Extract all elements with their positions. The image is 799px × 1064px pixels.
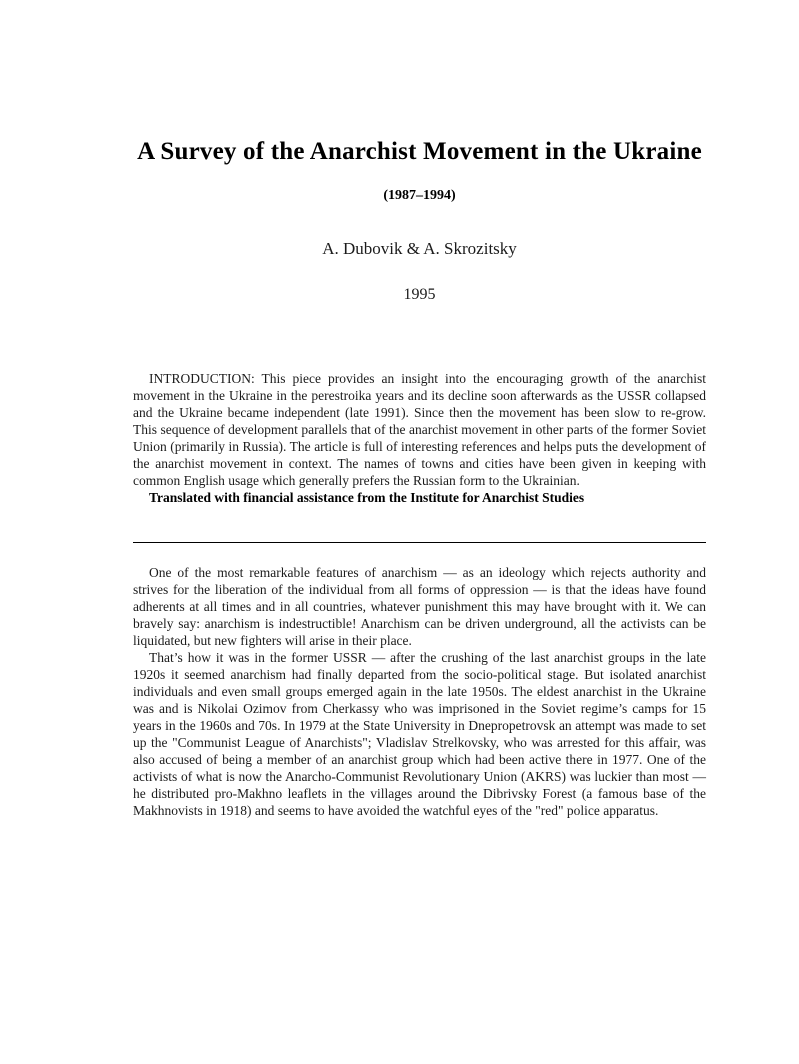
title-date-range: (1987–1994) [383, 188, 456, 203]
introduction-section [133, 370, 706, 506]
authors: A. Dubovik & A. Skrozitsky [322, 239, 517, 258]
body-paragraph: One of the most remarkable features of anarchism — as an ideology which rejects authority and strives for the liberation of the individual from all forms of oppression — is that the ideas have found adherents at all times and in all countries, whatever punishment this may have brought with it. We can bravely say: anarchism is indestructible! Anarchism can be driven underground, all the activists can be liquidated, but new fighters will arise in their place. [133, 565, 706, 648]
body-paragraph: That’s how it was in the former USSR — after the crushing of the last anarchist groups in the late 1920s it seemed anarchism had finally departed from the socio-political stage. But isolated anarchist individuals and even small groups emerged again in the late 1950s. The eldest anarchist in the Ukraine was and is Nikolai Ozimov from Cherkassy who was imprisoned in the Soviet regime’s camps for 15 years in the 1960s and 70s. In 1979 at the State University in Dnepropetrovsk an attempt was made to set up the "Communist League of Anarchists"; Vladislav Strelkovsky, who was arrested for this affair, was also accused of being a member of an anarchist group which had been active there in 1977. One of the activists of what is now the Anarcho-Communist Revolutionary Union (AKRS) was luckier than most — he distributed pro-Makhno leaflets in the villages around the Dibrivsky Forest (a famous base of the Makhnovists in 1918) and seems to have avoided the watchful eyes of the "red" police apparatus. [133, 650, 706, 818]
translation-note: Translated with financial assistance from the Institute for Anarchist Studies [149, 490, 585, 505]
page-title: A Survey of the Anarchist Movement in the Ukraine [137, 138, 702, 165]
introduction-paragraph: INTRODUCTION: This piece provides an insight into the encouraging growth of the anarchist movement in the Ukraine in the perestroika years and its decline soon afterwards as the USSR collapsed and the Ukraine became independent (late 1991). Since then the movement has been slow to re-grow. This sequence of development parallels that of the anarchist movement in other parts of the former Soviet Union (primarily in Russia). The article is full of interesting references and helps puts the development of the anarchist movement in context. The names of towns and cities have been given in keeping with common English usage which generally prefers the Russian form to the Ukrainian. [133, 371, 706, 488]
article-content [133, 0, 706, 819]
publication-year: 1995 [403, 286, 436, 303]
section-divider [133, 542, 706, 543]
article-body [133, 564, 706, 819]
